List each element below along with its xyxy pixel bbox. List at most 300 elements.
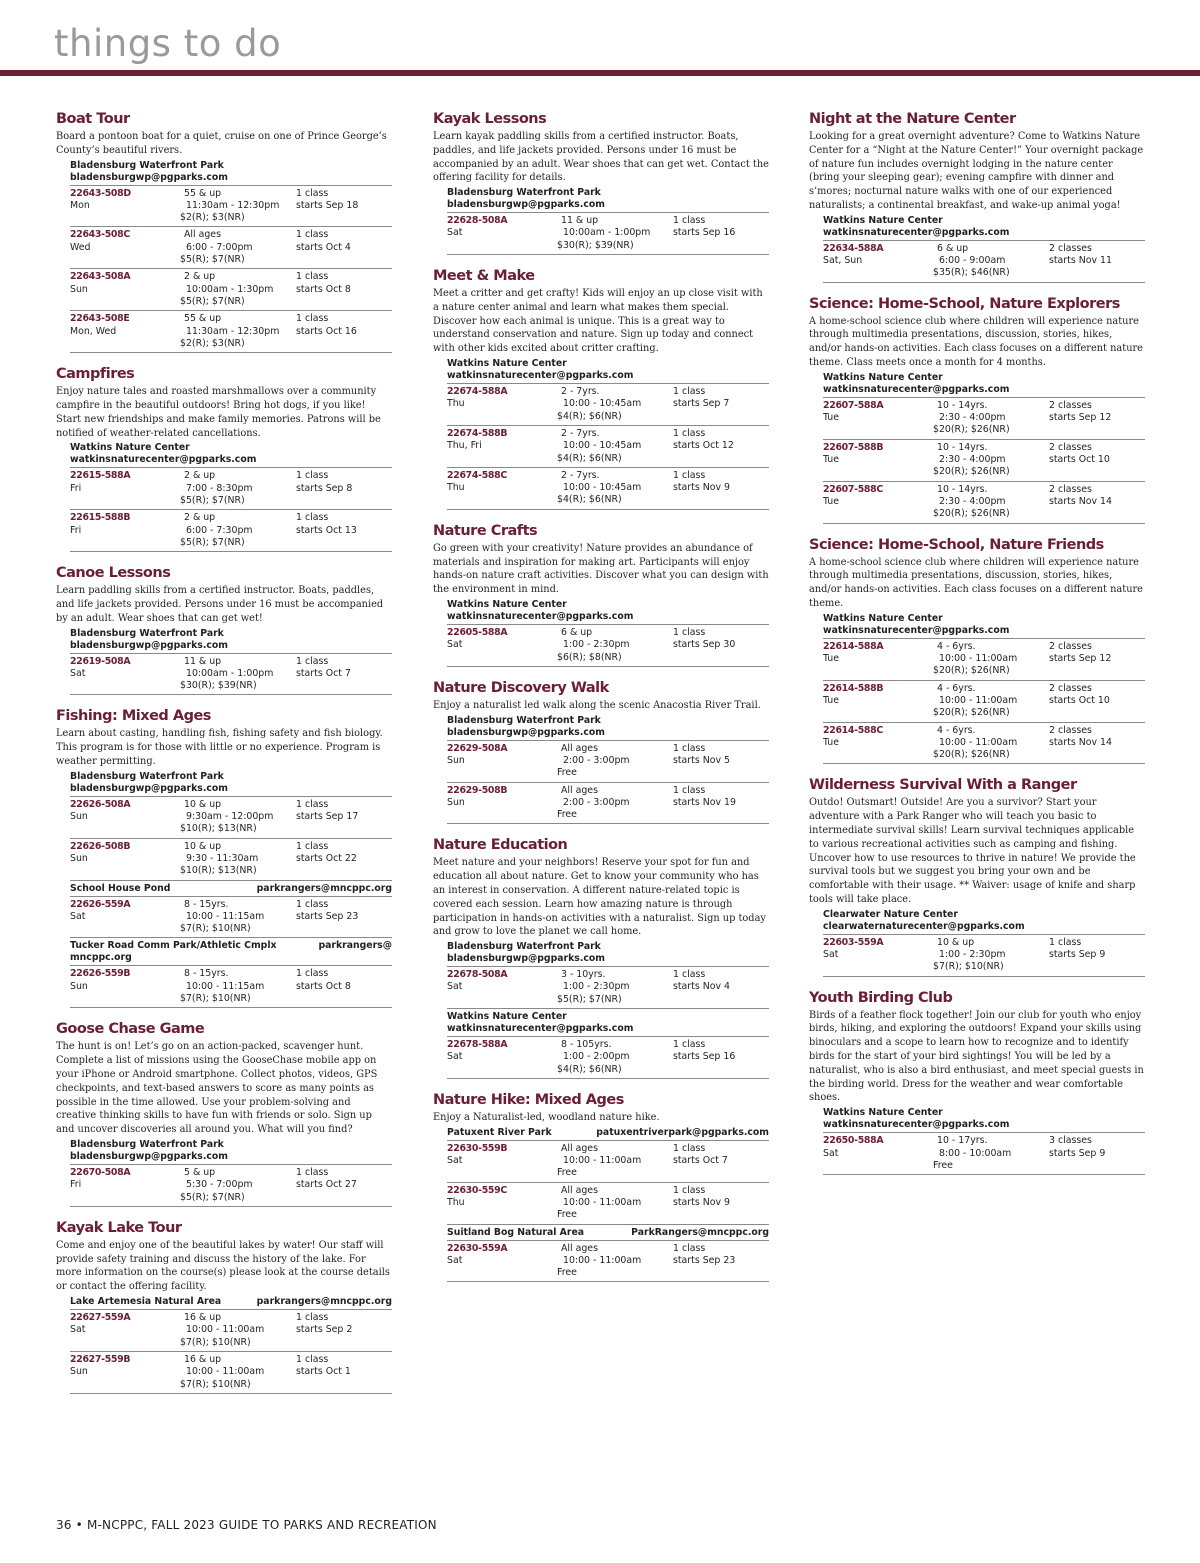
location-header — [447, 1011, 769, 1037]
course-fee: $20(R); $26(NR) — [933, 707, 1010, 719]
spacer — [447, 494, 561, 506]
location-block — [447, 599, 769, 667]
course-code: 22627-559B — [70, 1353, 131, 1365]
course-classes: 1 class — [673, 969, 706, 981]
location-name: Bladensburg Waterfront Park — [447, 714, 601, 726]
course-classes: 1 class — [673, 742, 706, 754]
location-header — [70, 1139, 392, 1165]
location-block — [447, 1127, 769, 1225]
column-3 — [809, 110, 1145, 1187]
course-time: 11:30am - 12:30pm — [186, 199, 280, 211]
course-fee: $7(R); $10(NR) — [933, 961, 1004, 973]
course-ages: 11 & up — [561, 215, 599, 227]
course-time: 1:00 - 2:30pm — [563, 981, 630, 993]
course-fee: Free — [557, 1167, 577, 1179]
location-row — [70, 940, 392, 952]
course-row — [447, 1241, 769, 1283]
course-row — [70, 269, 392, 311]
program-section — [809, 110, 1145, 283]
course-days: Wed — [70, 241, 91, 253]
course-ages: All ages — [561, 1142, 598, 1154]
course-classes: 2 classes — [1049, 441, 1092, 453]
location-header — [447, 941, 769, 967]
program-title: Youth Birding Club — [809, 989, 953, 1006]
location-name: Tucker Road Comm Park/Athletic Cmplx — [70, 940, 277, 952]
program-title: Nature Education — [433, 837, 568, 854]
course-time: 1:00 - 2:00pm — [563, 1051, 630, 1063]
course-fee: $2(R); $3(NR) — [180, 337, 245, 349]
course-row — [823, 440, 1145, 482]
course-days: Sat — [447, 981, 463, 993]
program-title: Night at the Nature Center — [809, 111, 1016, 127]
course-days: Sat — [823, 1147, 839, 1159]
location-email: watkinsnaturecenter@pgparks.com — [447, 370, 634, 382]
location-block — [447, 1227, 769, 1283]
course-classes: 1 class — [296, 1353, 329, 1365]
course-row — [823, 935, 1145, 977]
location-email: bladensburgwp@pgparks.com — [70, 171, 228, 183]
course-ages: 4 - 6yrs. — [937, 724, 976, 736]
program-description: Learn about casting, handling fish, fishing safety and fish biology. This program is for those with little or no experience. Program is weather permitting. — [56, 728, 383, 767]
spacer — [70, 212, 184, 224]
location-block — [823, 1107, 1145, 1175]
location-email: ParkRangers@mncppc.org — [631, 1226, 769, 1238]
course-days: Sat — [823, 949, 839, 961]
course-code: 22628-508A — [447, 215, 508, 227]
course-code: 22627-559A — [70, 1312, 131, 1324]
course-classes: 1 class — [296, 655, 329, 667]
spacer — [70, 823, 184, 835]
course-days: Sat — [447, 1051, 463, 1063]
program-section — [56, 564, 392, 695]
location-block — [70, 940, 392, 1008]
course-days: Fri — [70, 482, 82, 494]
location-email: watkinsnaturecenter@pgparks.com — [823, 1119, 1010, 1131]
course-fee: Free — [933, 1159, 953, 1171]
location-header — [823, 613, 1145, 639]
course-code: 22678-588A — [447, 1039, 508, 1051]
page-header — [0, 0, 1200, 78]
program-section — [56, 1219, 392, 1394]
program-title: Wilderness Survival With a Ranger — [809, 777, 1077, 794]
spacer — [823, 466, 937, 478]
program-title: Science: Home-School, Nature Explorers — [809, 295, 1120, 312]
course-code: 22614-588C — [823, 724, 883, 736]
course-start: starts Oct 27 — [296, 1179, 357, 1191]
location-email: clearwaternaturecenter@pgparks.com — [823, 920, 1025, 932]
location-block — [823, 372, 1145, 524]
course-row — [447, 1183, 769, 1225]
course-days: Mon — [70, 199, 90, 211]
course-code: 22674-588A — [447, 386, 508, 398]
location-header — [70, 940, 392, 966]
course-row — [70, 1310, 392, 1352]
course-classes: 1 class — [296, 898, 329, 910]
course-time: 10:00am - 1:00pm — [186, 667, 274, 679]
program-section — [56, 365, 392, 552]
course-start: starts Oct 10 — [1049, 454, 1110, 466]
course-ages: 2 - 7yrs. — [561, 469, 600, 481]
course-fee: $4(R); $6(NR) — [557, 410, 622, 422]
course-fee: $7(R); $10(NR) — [180, 1336, 251, 1348]
course-row — [823, 482, 1145, 524]
course-start: starts Sep 23 — [673, 1254, 736, 1266]
program-description: Go green with your creativity! Nature provides an abundance of materials and inspiration for making art. Participants will enjoy hands-on nature craft activities. Discover what you can design with the environment in mind. — [433, 542, 769, 596]
location-name: Bladensburg Waterfront Park — [70, 627, 224, 639]
location-email: bladensburgwp@pgparks.com — [70, 782, 228, 794]
program-section — [809, 295, 1145, 524]
course-code: 22643-508C — [70, 229, 130, 241]
course-row — [823, 1133, 1145, 1175]
location-header — [823, 215, 1145, 241]
program-title: Canoe Lessons — [56, 565, 171, 582]
course-days: Sat — [447, 1155, 463, 1167]
course-code: 22615-588A — [70, 470, 131, 482]
course-time: 10:00am - 1:00pm — [563, 227, 651, 239]
course-days: Tue — [823, 653, 840, 665]
location-name: School House Pond — [70, 882, 171, 894]
location-block — [447, 187, 769, 255]
program-description: The hunt is on! Let’s go on an action-packed, scavenger hunt. Complete a list of missions using the GooseChase mobile app on your iPhone or Android smartphone. Collect photos, videos, GPS checkpoints, and text-based answers to score as many points as possible in the time allowed. Use your problem-solving and creative thinking skills to have fun with friends or solo. Sign up and uncover discoveries all around you. What will you find? — [56, 1041, 378, 1136]
location-name: Watkins Nature Center — [823, 1107, 943, 1119]
program-title: Goose Chase Game — [56, 1021, 205, 1038]
location-header — [447, 1127, 769, 1141]
location-header — [447, 187, 769, 213]
course-ages: 4 - 6yrs. — [937, 640, 976, 652]
course-code: 22674-588C — [447, 469, 507, 481]
course-code: 22629-508A — [447, 742, 508, 754]
course-start: starts Oct 7 — [673, 1155, 728, 1167]
course-fee: $4(R); $6(NR) — [557, 452, 622, 464]
course-code: 22674-588B — [447, 427, 508, 439]
course-classes: 1 class — [673, 626, 706, 638]
spacer — [823, 508, 937, 520]
course-code: 22603-559A — [823, 936, 884, 948]
course-code: 22643-508E — [70, 313, 130, 325]
spacer — [70, 537, 184, 549]
course-time: 10:00 - 10:45am — [563, 398, 642, 410]
course-ages: 8 - 15yrs. — [184, 968, 229, 980]
location-header — [70, 883, 392, 897]
course-classes: 1 class — [296, 840, 329, 852]
course-fee: $5(R); $7(NR) — [180, 295, 245, 307]
course-days: Tue — [823, 495, 840, 507]
location-name: Watkins Nature Center — [823, 612, 943, 624]
course-days: Tue — [823, 412, 840, 424]
column-1 — [56, 110, 392, 1406]
course-start: starts Oct 10 — [1049, 694, 1110, 706]
program-description: Meet a critter and get crafty! Kids will enjoy an up close visit with a nature center animal and learn what makes them special. Discover how each animal is unique. This is a great way to understand conservation and nature. Sign up today and connect with other kids excited about critter crafting. — [433, 288, 763, 355]
course-row — [823, 681, 1145, 723]
program-section — [809, 776, 1145, 976]
program-description: Come and enjoy one of the beautiful lakes by water! Our staff will provide safety training and discuss the history of the lake. For more information on the course(s) please look at the course details or contact the offering facility. — [56, 1239, 390, 1293]
location-email: bladensburgwp@pgparks.com — [447, 953, 605, 965]
program-description: Looking for a great overnight adventure? Come to Watkins Nature Center for a “Night at the Nature Center!” Your overnight package of nature fun includes overnight lodging in the nature center (bring your sleeping gear); evening campfire with dinner and s’mores; nocturnal nature walks with one of our experienced naturalists; a continental breakfast, and wake-up animal yoga! — [809, 131, 1144, 211]
course-time: 10:00 - 11:00am — [186, 1366, 265, 1378]
location-block — [823, 613, 1145, 765]
column-2 — [433, 110, 769, 1294]
course-days: Sun — [70, 1366, 88, 1378]
course-start: starts Sep 23 — [296, 910, 359, 922]
course-ages: All ages — [561, 1184, 598, 1196]
course-days: Sun — [70, 283, 88, 295]
course-time: 6:00 - 7:00pm — [186, 241, 253, 253]
course-ages: 3 - 10yrs. — [561, 969, 606, 981]
program-description: Enjoy nature tales and roasted marshmallows over a community campfire in the beautiful outdoors! Bring hot dogs, if you like! Start new friendships and make family memories. Patrons will be notified of weather-related cancellations. — [56, 386, 381, 439]
course-fee: $30(R); $39(NR) — [557, 239, 634, 251]
course-ages: 55 & up — [184, 313, 222, 325]
course-row — [447, 426, 769, 468]
course-row — [70, 227, 392, 269]
program-section — [433, 267, 769, 510]
location-name: Watkins Nature Center — [70, 442, 190, 454]
location-name: Patuxent River Park — [447, 1126, 552, 1138]
location-header — [70, 771, 392, 797]
program-description: Enjoy a Naturalist-led, woodland nature hike. — [433, 1111, 660, 1123]
course-fee: $5(R); $7(NR) — [180, 494, 245, 506]
course-ages: 10 & up — [184, 840, 222, 852]
course-fee: $5(R); $7(NR) — [557, 993, 622, 1005]
course-classes: 1 class — [296, 313, 329, 325]
course-classes: 1 class — [296, 229, 329, 241]
course-start: starts Oct 8 — [296, 980, 351, 992]
course-fee: $30(R); $39(NR) — [180, 680, 257, 692]
course-time: 10:00 - 11:00am — [939, 736, 1018, 748]
page-footer: 36 • M-NCPPC, FALL 2023 GUIDE TO PARKS AND RECREATION — [56, 1518, 437, 1532]
spacer — [70, 680, 184, 692]
course-row — [70, 510, 392, 552]
course-ages: 55 & up — [184, 187, 222, 199]
course-ages: 2 & up — [184, 271, 216, 283]
course-start: starts Sep 17 — [296, 811, 359, 823]
spacer — [70, 254, 184, 266]
course-row — [447, 625, 769, 667]
course-ages: 4 - 6yrs. — [937, 682, 976, 694]
spacer — [70, 296, 184, 308]
course-time: 6:00 - 7:30pm — [186, 524, 253, 536]
course-time: 2:30 - 4:00pm — [939, 454, 1006, 466]
location-header — [70, 160, 392, 186]
course-time: 8:00 - 10:00am — [939, 1147, 1012, 1159]
course-start: starts Oct 7 — [296, 667, 351, 679]
course-fee: $20(R); $26(NR) — [933, 424, 1010, 436]
location-email: bladensburgwp@pgparks.com — [447, 726, 605, 738]
course-time: 9:30 - 11:30am — [186, 852, 259, 864]
location-email: bladensburgwp@pgparks.com — [70, 1150, 228, 1162]
course-code: 22643-508A — [70, 271, 131, 283]
course-start: starts Oct 8 — [296, 283, 351, 295]
course-classes: 1 class — [673, 386, 706, 398]
page-title: things to do — [54, 22, 282, 65]
course-time: 10:00 - 11:00am — [563, 1196, 642, 1208]
spacer — [823, 961, 937, 973]
location-block — [447, 1011, 769, 1079]
course-code: 22630-559B — [447, 1142, 508, 1154]
program-title: Science: Home-School, Nature Friends — [809, 536, 1104, 553]
program-section — [56, 1020, 392, 1206]
course-start: starts Sep 8 — [296, 482, 353, 494]
program-title: Fishing: Mixed Ages — [56, 708, 211, 725]
location-header — [70, 628, 392, 654]
program-title: Kayak Lessons — [433, 111, 547, 127]
program-title: Meet & Make — [433, 268, 535, 285]
course-row — [447, 741, 769, 783]
location-name: Bladensburg Waterfront Park — [70, 159, 224, 171]
spacer — [447, 453, 561, 465]
course-start: starts Oct 1 — [296, 1366, 351, 1378]
program-section — [56, 707, 392, 1008]
location-email: watkinsnaturecenter@pgparks.com — [823, 226, 1010, 238]
course-days: Sat, Sun — [823, 255, 863, 267]
course-start: starts Sep 7 — [673, 398, 730, 410]
course-time: 10:00 - 11:15am — [186, 980, 265, 992]
location-header — [823, 372, 1145, 398]
course-time: 2:00 - 3:00pm — [563, 796, 630, 808]
course-start: starts Sep 16 — [673, 227, 736, 239]
location-email: bladensburgwp@pgparks.com — [447, 199, 605, 211]
course-time: 7:00 - 8:30pm — [186, 482, 253, 494]
program-title: Boat Tour — [56, 111, 130, 127]
spacer — [70, 993, 184, 1005]
course-fee: $4(R); $6(NR) — [557, 494, 622, 506]
course-days: Tue — [823, 694, 840, 706]
spacer — [823, 749, 937, 761]
location-header — [70, 442, 392, 468]
course-days: Sun — [70, 980, 88, 992]
course-ages: 16 & up — [184, 1353, 222, 1365]
course-code: 22678-508A — [447, 969, 508, 981]
course-row — [70, 311, 392, 353]
course-classes: 1 class — [673, 784, 706, 796]
location-header — [823, 909, 1145, 935]
location-name: Bladensburg Waterfront Park — [447, 187, 601, 199]
course-start: starts Sep 18 — [296, 199, 359, 211]
course-start: starts Sep 9 — [1049, 949, 1106, 961]
location-email: parkrangers@mncppc.org — [256, 882, 392, 894]
course-code: 22626-508A — [70, 798, 131, 810]
course-start: starts Sep 9 — [1049, 1147, 1106, 1159]
program-description: A home-school science club where children will experience nature through multimedia presentations, discussion, stories, hikes, and/or hands-on activities. Each class focuses on a different nature theme. Class meets once a month for 4 months. — [809, 315, 1143, 369]
location-block — [823, 909, 1145, 977]
course-start: starts Sep 30 — [673, 639, 736, 651]
course-days: Sat — [70, 1324, 86, 1336]
course-days: Sat — [70, 667, 86, 679]
course-fee: Free — [557, 1267, 577, 1279]
spacer — [823, 1160, 937, 1172]
course-start: starts Oct 12 — [673, 440, 734, 452]
spacer — [823, 424, 937, 436]
location-block — [70, 1139, 392, 1207]
course-ages: 6 & up — [937, 242, 969, 254]
course-fee: $5(R); $7(NR) — [180, 1191, 245, 1203]
course-ages: 8 - 105yrs. — [561, 1039, 612, 1051]
course-start: starts Nov 14 — [1049, 736, 1112, 748]
location-block — [447, 715, 769, 825]
course-days: Thu — [447, 398, 465, 410]
course-code: 22607-588B — [823, 441, 884, 453]
location-header — [447, 715, 769, 741]
location-header — [447, 1227, 769, 1241]
course-code: 22605-588A — [447, 626, 508, 638]
course-ages: 10 - 14yrs. — [937, 441, 988, 453]
course-days: Sun — [447, 796, 465, 808]
location-name: Watkins Nature Center — [447, 358, 567, 370]
location-email: watkinsnaturecenter@pgparks.com — [447, 610, 634, 622]
course-days: Sun — [70, 811, 88, 823]
course-code: 22650-588A — [823, 1135, 884, 1147]
location-name: Suitland Bog Natural Area — [447, 1226, 585, 1238]
spacer — [447, 994, 561, 1006]
course-start: starts Nov 9 — [673, 1196, 730, 1208]
course-days: Mon, Wed — [70, 325, 117, 337]
course-row — [447, 1141, 769, 1183]
course-row — [447, 967, 769, 1009]
course-code: 22670-508A — [70, 1166, 131, 1178]
location-header — [823, 1107, 1145, 1133]
course-start: starts Oct 16 — [296, 325, 357, 337]
course-time: 2:30 - 4:00pm — [939, 495, 1006, 507]
program-description: Learn paddling skills from a certified instructor. Boats, paddles, and life jackets provided. Persons under 16 must be accompanied by an adult. Wear shoes that can get wet! — [56, 585, 384, 624]
program-title: Kayak Lake Tour — [56, 1219, 182, 1236]
course-fee: $7(R); $10(NR) — [180, 993, 251, 1005]
course-days: Sat — [447, 227, 463, 239]
course-classes: 2 classes — [1049, 640, 1092, 652]
course-ages: All ages — [561, 742, 598, 754]
course-code: 22626-559A — [70, 898, 131, 910]
course-fee: $2(R); $3(NR) — [180, 212, 245, 224]
course-ages: 2 & up — [184, 512, 216, 524]
course-classes: 1 class — [673, 1242, 706, 1254]
course-time: 10:00 - 11:00am — [939, 694, 1018, 706]
course-code: 22630-559C — [447, 1184, 507, 1196]
location-header — [70, 1296, 392, 1310]
spacer — [70, 1192, 184, 1204]
course-row — [823, 723, 1145, 765]
course-days: Sat — [70, 910, 86, 922]
course-ages: 5 & up — [184, 1166, 216, 1178]
course-time: 1:00 - 2:30pm — [939, 949, 1006, 961]
course-classes: 1 class — [673, 215, 706, 227]
course-row — [823, 241, 1145, 283]
location-name: Watkins Nature Center — [823, 214, 943, 226]
program-description: Enjoy a naturalist led walk along the scenic Anacostia River Trail. — [433, 699, 761, 711]
course-time: 10:00 - 11:00am — [939, 653, 1018, 665]
program-section — [56, 110, 392, 353]
course-ages: All ages — [561, 784, 598, 796]
location-email: watkinsnaturecenter@pgparks.com — [447, 1023, 634, 1035]
course-fee: $7(R); $10(NR) — [180, 923, 251, 935]
course-code: 22615-588B — [70, 512, 131, 524]
course-code: 22626-559B — [70, 968, 131, 980]
course-code: 22614-588A — [823, 640, 884, 652]
course-classes: 1 class — [673, 427, 706, 439]
course-row — [70, 966, 392, 1008]
course-fee: $35(R); $46(NR) — [933, 267, 1010, 279]
course-ages: 10 & up — [937, 936, 975, 948]
program-description: Meet nature and your neighbors! Reserve your spot for fun and education all about nature. Get to know your community who has an interest in conservation. A different nature-related topic is covered each session. Learn how amazing nature is through participation in hands-on activities with a naturalist. Sign up today and grow to love the planet we call home. — [433, 857, 766, 938]
course-ages: 8 - 15yrs. — [184, 898, 229, 910]
course-classes: 1 class — [673, 1142, 706, 1154]
course-classes: 1 class — [673, 1184, 706, 1196]
program-section — [433, 679, 769, 825]
course-ages: 6 & up — [561, 626, 593, 638]
program-description: Board a pontoon boat for a quiet, cruise on one of Prince George’s County’s beautiful rivers. — [56, 131, 387, 156]
course-ages: 10 - 17yrs. — [937, 1135, 988, 1147]
spacer — [447, 1064, 561, 1076]
course-time: 10:00 - 11:00am — [186, 1324, 265, 1336]
course-row — [447, 384, 769, 426]
course-row — [70, 839, 392, 881]
